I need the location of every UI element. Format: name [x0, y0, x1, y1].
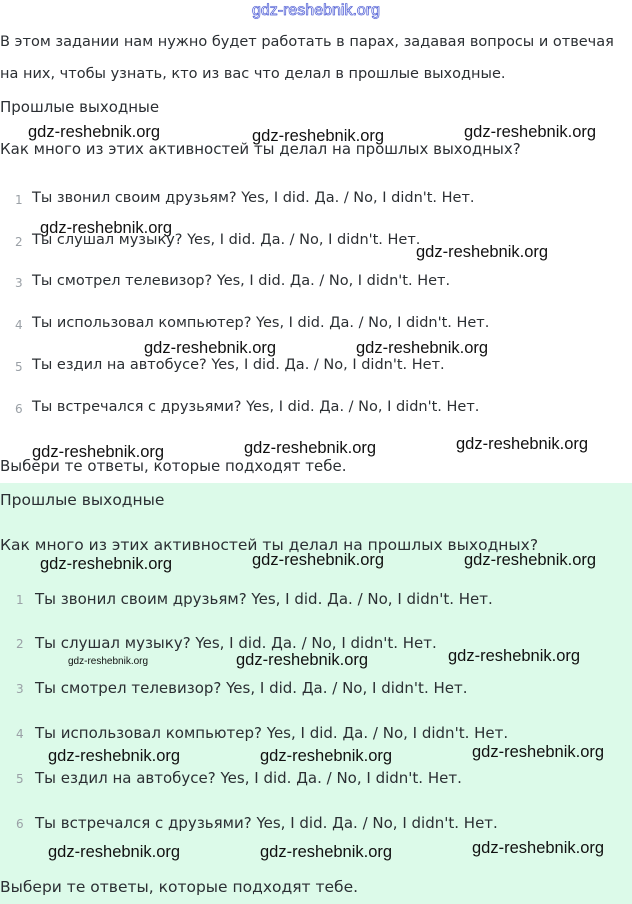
watermark: gdz-reshebnik.org: [456, 435, 589, 453]
item-number: 2: [15, 235, 23, 249]
section2-instruction: Выбери те ответы, которые подходят тебе.: [0, 878, 359, 896]
watermark: gdz-reshebnik.org: [472, 743, 605, 761]
item-text: Ты слушал музыку? Yes, I did. Да. / No, I didn't. Нет.: [32, 232, 421, 248]
watermark: gdz-reshebnik.org: [32, 443, 165, 461]
watermark: gdz-reshebnik.org: [260, 843, 393, 861]
item-text: Ты использовал компьютер? Yes, I did. Да. / No, I didn't. Нет.: [35, 724, 509, 742]
item-text: Ты слушал музыку? Yes, I did. Да. / No, I didn't. Нет.: [35, 634, 437, 652]
watermark: gdz-reshebnik.org: [28, 123, 161, 141]
watermark: gdz-reshebnik.org: [68, 656, 149, 667]
watermark: gdz-reshebnik.org: [356, 339, 489, 357]
item-text: Ты смотрел телевизор? Yes, I did. Да. / No, I didn't. Нет.: [32, 273, 451, 289]
item-number: 5: [16, 772, 24, 786]
item-text: Ты смотрел телевизор? Yes, I did. Да. / No, I didn't. Нет.: [35, 679, 468, 697]
watermark: gdz-reshebnik.org: [48, 747, 181, 765]
item-number: 3: [15, 276, 23, 290]
watermark: gdz-reshebnik.org: [260, 747, 393, 765]
item-number: 4: [15, 318, 23, 332]
watermark: gdz-reshebnik.org: [464, 551, 597, 569]
watermark: gdz-reshebnik.org: [40, 219, 173, 237]
section1-instruction: Выбери те ответы, которые подходят тебе.: [0, 457, 347, 475]
intro-line-2: на них, чтобы узнать, кто из вас что делал в прошлые выходные.: [0, 66, 506, 82]
item-number: 1: [16, 593, 24, 607]
item-number: 1: [15, 193, 23, 207]
item-number: 6: [16, 817, 24, 831]
item-text: Ты встречался с друзьями? Yes, I did. Да. / No, I didn't. Нет.: [32, 399, 480, 415]
item-number: 2: [16, 637, 24, 651]
item-text: Ты звонил своим друзьям? Yes, I did. Да. / No, I didn't. Нет.: [35, 590, 493, 608]
item-number: 6: [15, 402, 23, 416]
item-number: 5: [15, 360, 23, 374]
item-number: 3: [16, 682, 24, 696]
section2-question: Как много из этих активностей ты делал на прошлых выходных?: [0, 536, 539, 554]
watermark: gdz-reshebnik.org: [252, 127, 385, 145]
watermark: gdz-reshebnik.org: [48, 843, 181, 861]
watermark: gdz-reshebnik.org: [448, 647, 581, 665]
item-number: 4: [16, 727, 24, 741]
watermark: gdz-reshebnik.org: [416, 243, 549, 261]
item-text: Ты звонил своим друзьям? Yes, I did. Да. / No, I didn't. Нет.: [32, 190, 475, 206]
watermark: gdz-reshebnik.org: [464, 123, 597, 141]
watermark: gdz-reshebnik.org: [144, 339, 277, 357]
item-text: Ты встречался с друзьями? Yes, I did. Да. / No, I didn't. Нет.: [35, 814, 498, 832]
item-text: Ты ездил на автобусе? Yes, I did. Да. / No, I didn't. Нет.: [32, 357, 445, 373]
intro-line-1: В этом задании нам нужно будет работать в парах, задавая вопросы и отвечая: [0, 34, 614, 50]
site-header[interactable]: gdz-reshebnik.org: [251, 2, 381, 19]
section1-title: Прошлые выходные: [0, 98, 160, 116]
watermark: gdz-reshebnik.org: [244, 439, 377, 457]
watermark: gdz-reshebnik.org: [236, 651, 369, 669]
section1-question: Как много из этих активностей ты делал на прошлых выходных?: [0, 140, 521, 158]
watermark: gdz-reshebnik.org: [252, 551, 385, 569]
item-text: Ты использовал компьютер? Yes, I did. Да. / No, I didn't. Нет.: [32, 315, 490, 331]
watermark: gdz-reshebnik.org: [472, 839, 605, 857]
section2-title: Прошлые выходные: [0, 491, 165, 509]
watermark: gdz-reshebnik.org: [40, 555, 173, 573]
item-text: Ты ездил на автобусе? Yes, I did. Да. / No, I didn't. Нет.: [35, 769, 462, 787]
